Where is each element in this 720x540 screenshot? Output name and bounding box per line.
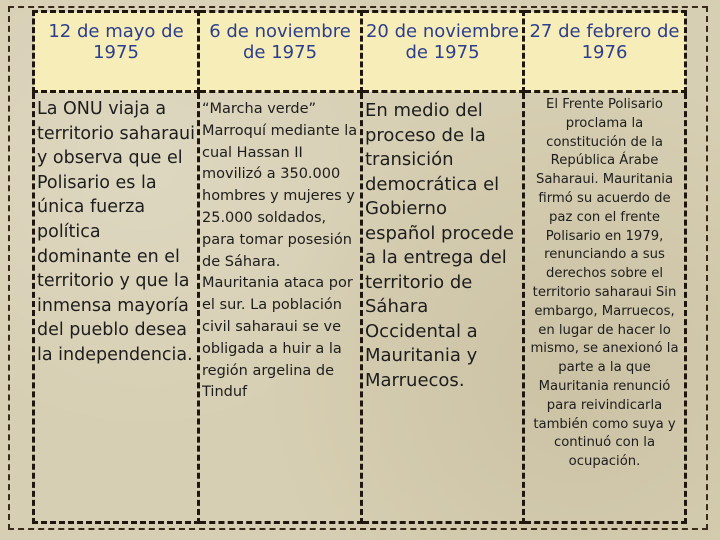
- event-cell-2: “Marcha verde” Marroquí mediante la cual Hassan II movilizó a 350.000 hombres y mujeres y 25.000 soldados, para tomar posesión de Sáhara. Mauritania ataca por el sur. La población civil saharaui se ve obligada a huir a la región argelina de Tinduf: [199, 92, 362, 523]
- header-row: [34, 12, 686, 92]
- event-cell-1: La ONU viaja a territorio saharaui y observa que el Polisario es la única fuerza política dominante en el territorio y que la inmensa mayoría del pueblo desea la independencia.: [34, 92, 199, 523]
- header-date-1: 12 de mayo de 1975: [34, 12, 199, 92]
- header-date-4: 27 de febrero de 1976: [524, 12, 686, 92]
- timeline-table: [32, 10, 687, 524]
- header-date-3: 20 de noviembre de 1975: [362, 12, 524, 92]
- event-cell-4: El Frente Polisario proclama la constitución de la República Árabe Saharaui. Mauritania firmó su acuerdo de paz con el frente Polisario en 1979, renunciando a sus derechos sobre el territorio saharaui Sin embargo, Marruecos, en lugar de hacer lo mismo, se anexionó la parte a la que Mauritania renunció para reivindicarla también como suya y continuó con la ocupación.: [524, 92, 686, 523]
- content-row: [34, 92, 686, 523]
- header-date-2: 6 de noviembre de 1975: [199, 12, 362, 92]
- event-cell-3: En medio del proceso de la transición democrática el Gobierno español procede a la entrega del territorio de Sáhara Occidental a Mauritania y Marruecos.: [362, 92, 524, 523]
